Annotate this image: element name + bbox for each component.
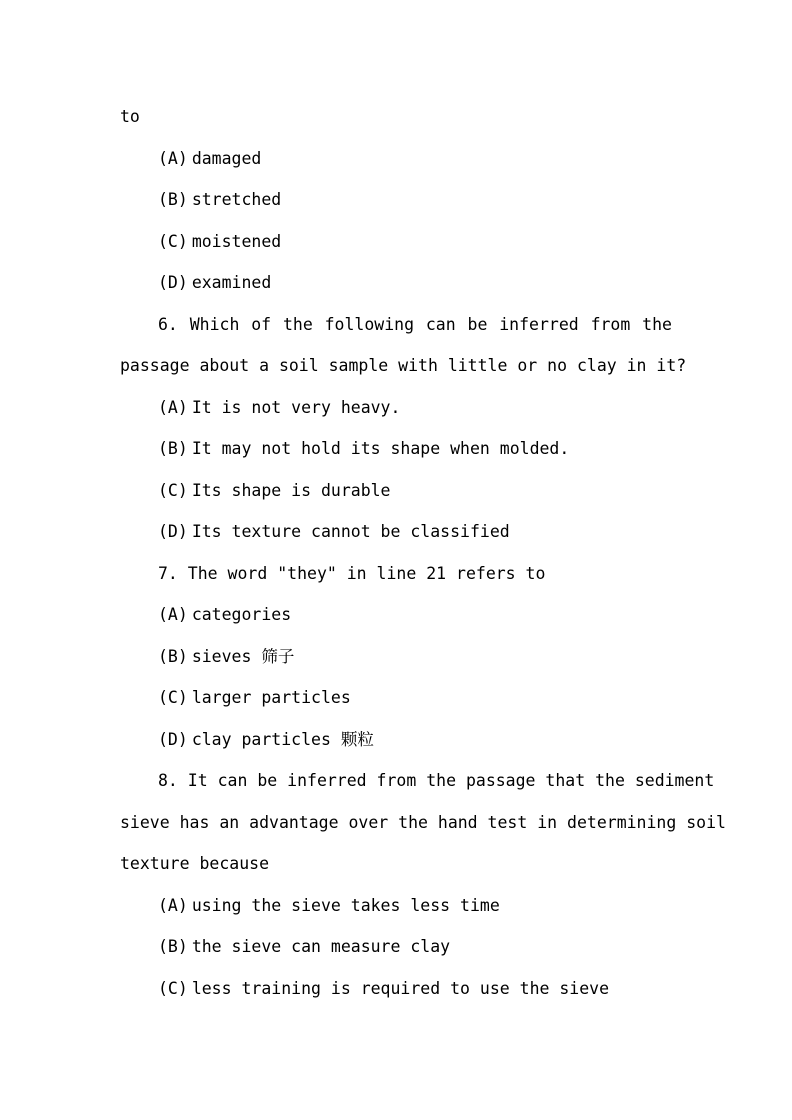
option-text: Its shape is durable	[191, 481, 391, 500]
q8-option-b	[158, 937, 450, 957]
q5-option-b	[158, 190, 281, 210]
q8-stem-line2: sieve has an advantage over the hand test in determining soil	[120, 813, 726, 832]
option-label: (A)	[158, 149, 188, 168]
q6-stem-line2: passage about a soil sample with little or no clay in it?	[120, 356, 687, 375]
q6-word: be	[467, 315, 488, 334]
q7-option-d	[158, 730, 374, 750]
q6-word: following	[324, 315, 415, 334]
option-text: It may not hold its shape when molded.	[191, 439, 570, 458]
q5-option-c	[158, 232, 281, 252]
q7-stem: 7. The word "they" in line 21 refers to	[158, 564, 546, 583]
option-text: moistened	[191, 232, 282, 251]
option-text: using the sieve takes less time	[191, 896, 500, 915]
option-text: Its texture cannot be classified	[191, 522, 510, 541]
q8-stem-line3: texture because	[120, 854, 270, 873]
option-text: It is not very heavy.	[191, 398, 401, 417]
option-label: (D)	[158, 273, 188, 292]
option-text: the sieve can measure clay	[191, 937, 451, 956]
option-text: damaged	[191, 149, 262, 168]
q6-word: from	[590, 315, 631, 334]
option-label: (C)	[158, 688, 188, 707]
q8-option-a	[158, 896, 500, 916]
q6-option-d	[158, 522, 510, 542]
option-label: (A)	[158, 398, 188, 417]
option-label: (B)	[158, 439, 188, 458]
option-text: examined	[191, 273, 272, 292]
option-label: (A)	[158, 605, 188, 624]
q7-option-b	[158, 647, 294, 667]
option-label: (C)	[158, 232, 188, 251]
q7-option-c	[158, 688, 351, 708]
option-label: (C)	[158, 979, 188, 998]
q8-stem-line1: 8. It can be inferred from the passage that the sediment	[158, 771, 715, 790]
q6-word: the	[642, 315, 672, 334]
option-text: categories	[191, 605, 292, 624]
q6-word: 6.	[158, 315, 178, 334]
q6-word: of	[251, 315, 272, 334]
q7-option-a	[158, 605, 291, 625]
q6-word: the	[282, 315, 313, 334]
q6-word: can	[425, 315, 456, 334]
q5-option-d	[158, 273, 271, 293]
q6-stem-line1	[158, 315, 672, 335]
q5-option-a	[158, 149, 261, 169]
option-text: clay particles 颗粒	[191, 730, 374, 749]
option-label: (D)	[158, 730, 188, 749]
option-label: (B)	[158, 647, 188, 666]
option-text: less training is required to use the sieve	[191, 979, 610, 998]
option-text: sieves 筛子	[191, 647, 295, 666]
continuation-text: to	[120, 107, 140, 126]
option-text: larger particles	[191, 688, 351, 707]
q6-word: inferred	[499, 315, 579, 334]
option-text: stretched	[191, 190, 282, 209]
option-label: (C)	[158, 481, 188, 500]
q6-option-b	[158, 439, 569, 459]
q6-option-c	[158, 481, 391, 501]
q8-option-c	[158, 979, 609, 999]
option-label: (B)	[158, 937, 188, 956]
q6-option-a	[158, 398, 400, 418]
option-label: (A)	[158, 896, 188, 915]
option-label: (B)	[158, 190, 188, 209]
option-label: (D)	[158, 522, 188, 541]
q6-word: Which	[189, 315, 240, 334]
